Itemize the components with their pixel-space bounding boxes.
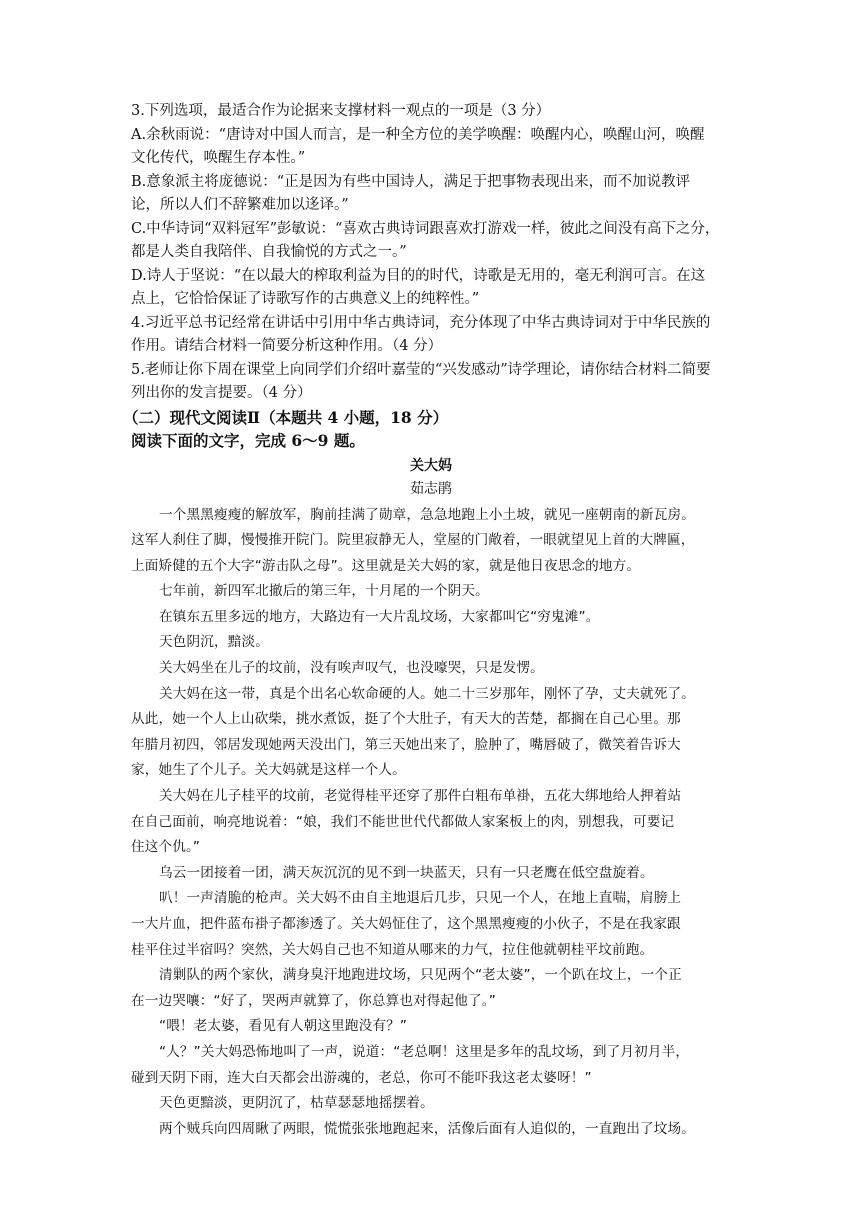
story-author: 茹志鹃 [410, 481, 452, 497]
story-line: 一大片血，把件蓝布褂子都渗透了。关大妈怔住了，这个黑黑瘦瘦的小伙子，不是在我家跟 [131, 916, 681, 932]
story-line: 关大妈在这一带，真是个出名心软命硬的人。她二十三岁那年，刚怀了孕，丈夫就死了。 [159, 685, 696, 702]
question-5-line-2: 列出你的发言提要。（4 分） [131, 385, 312, 401]
option-b-line-2: 论，所以人们不辞繁难加以迻译。” [131, 197, 349, 213]
option-b-line-1: B.意象派主将庞德说：“正是因为有些中国诗人，满足于把事物表现出来，而不加说教评 [131, 173, 691, 190]
question-5-line-1: 5.老师让你下周在课堂上向同学们介绍叶嘉莹的“兴发感动”诗学理论，请你结合材料二简要 [131, 361, 711, 378]
question-3-stem: 3.下列选项，最适合作为论据来支撑材料一观点的一项是（3 分） [131, 103, 551, 119]
option-d-line-2: 点上，它恰恰保证了诗歌写作的古典意义上的纯粹性。” [131, 291, 480, 307]
story-line: “喂！老太婆，看见有人朝这里跑没有？” [159, 1018, 408, 1035]
story-title: 关大妈 [410, 457, 452, 474]
section-heading: （二）现代文阅读Ⅱ（本题共 4 小题，18 分） [123, 407, 449, 427]
option-c-line-2: 都是人类自我陪伴、自我愉悦的方式之一。” [131, 244, 407, 260]
story-line: 乌云一团接着一团，满天灰沉沉的见不到一块蓝天，只有一只老鹰在低空盘旋着。 [159, 864, 654, 881]
story-line: 清剿队的两个家伙，满身臭汗地跑进坟场，只见两个“老太婆”，一个趴在坟上，一个正 [159, 967, 682, 984]
story-line: 天色阴沉，黯淡。 [159, 634, 269, 651]
story-line: 年腊月初四，邻居发现她两天没出门，第三天她出来了，脸肿了，嘴唇破了，微笑着告诉大 [131, 736, 681, 753]
story-body [131, 503, 731, 1143]
story-line: 在镇东五里多远的地方，大路边有一大片乱坟场，大家都叫它“穷鬼滩”。 [159, 608, 600, 625]
option-a-line-1: A.余秋雨说：“唐诗对中国人而言，是一种全方位的美学唤醒：唤醒内心，唤醒山河，唤醒 [131, 126, 705, 143]
document-content [123, 100, 731, 1142]
question-4-line-2: 作用。请结合材料一简要分析这种作用。（4 分） [131, 338, 443, 354]
story-line: 关大妈在儿子桂平的坟前，老觉得桂平还穿了那件白粗布单褂，五花大绑地给人押着站 [159, 788, 682, 805]
story-line: 家，她生了个儿子。关大妈就是这样一个人。 [131, 762, 406, 779]
section-instruction: 阅读下面的文字，完成 6～9 题。 [131, 431, 365, 450]
story-line: 叭！一声清脆的枪声。关大妈不由自主地退后几步，只见一个人，在地上直喘，肩膀上 [159, 890, 682, 907]
question-4-line-1: 4.习近平总书记经常在讲话中引用中华古典诗词，充分体现了中华古典诗词对于中华民族的 [131, 314, 711, 331]
story-line: 一个黑黑瘦瘦的解放军，胸前挂满了勋章，急急地跑上小土坡，就见一座朝南的新瓦房。 [159, 506, 696, 523]
story-line: 碰到天阴下雨，连大白天都会出游魂的，老总，你可不能吓我这老太婆呀！” [131, 1069, 592, 1086]
story-line: 两个贼兵向四周瞅了两眼，慌慌张张地跑起来，活像后面有人追似的，一直跑出了坟场。 [159, 1120, 696, 1137]
story-line: 从此，她一个人上山砍柴，挑水煮饭，挺了个大肚子，有天大的苦楚，都搁在自己心里。那 [131, 711, 681, 728]
story-line: 关大妈坐在儿子的坟前，没有唉声叹气，也没嚎哭，只是发愣。 [159, 660, 544, 677]
story-line: 住这个仇。” [131, 839, 201, 856]
story-line: 上面矫健的五个大字“游击队之母”。这里就是关大妈的家，就是他日夜思念的地方。 [131, 557, 641, 574]
story-line: 这军人刹住了脚，慢慢推开院门。院里寂静无人，堂屋的门敞着，一眼就望见上首的大牌匾， [131, 532, 695, 549]
option-a-line-2: 文化传代，唤醒生存本性。” [131, 150, 306, 166]
story-line: 桂平住过半宿吗？突然，关大妈自己也不知道从哪来的力气，拉住他就朝桂平坟前跑。 [131, 941, 654, 958]
option-d-line-1: D.诗人于坚说：“在以最大的榨取利益为目的的时代，诗歌是无用的，毫无利润可言。在这 [131, 267, 706, 284]
option-c-line-1: C.中华诗词“双料冠军”彭敏说：“喜欢古典诗词跟喜欢打游戏一样，彼此之间没有高下之分， [131, 220, 720, 237]
story-line: “人？”关大妈恐怖地叫了一声，说道：“老总啊！这里是多年的乱坟场，到了月初月半， [159, 1043, 690, 1060]
story-line: 七年前，新四军北撤后的第三年，十月尾的一个阴天。 [159, 583, 489, 600]
story-line: 天色更黯淡，更阴沉了，枯草瑟瑟地摇摆着。 [159, 1095, 434, 1112]
story-line: 在一边哭嚷：“好了，哭两声就算了，你总算也对得起他了。” [131, 992, 496, 1009]
story-line: 在自己面前，响亮地说着：“娘，我们不能世世代代都做人家案板上的肉，别想我，可要记 [131, 813, 675, 830]
